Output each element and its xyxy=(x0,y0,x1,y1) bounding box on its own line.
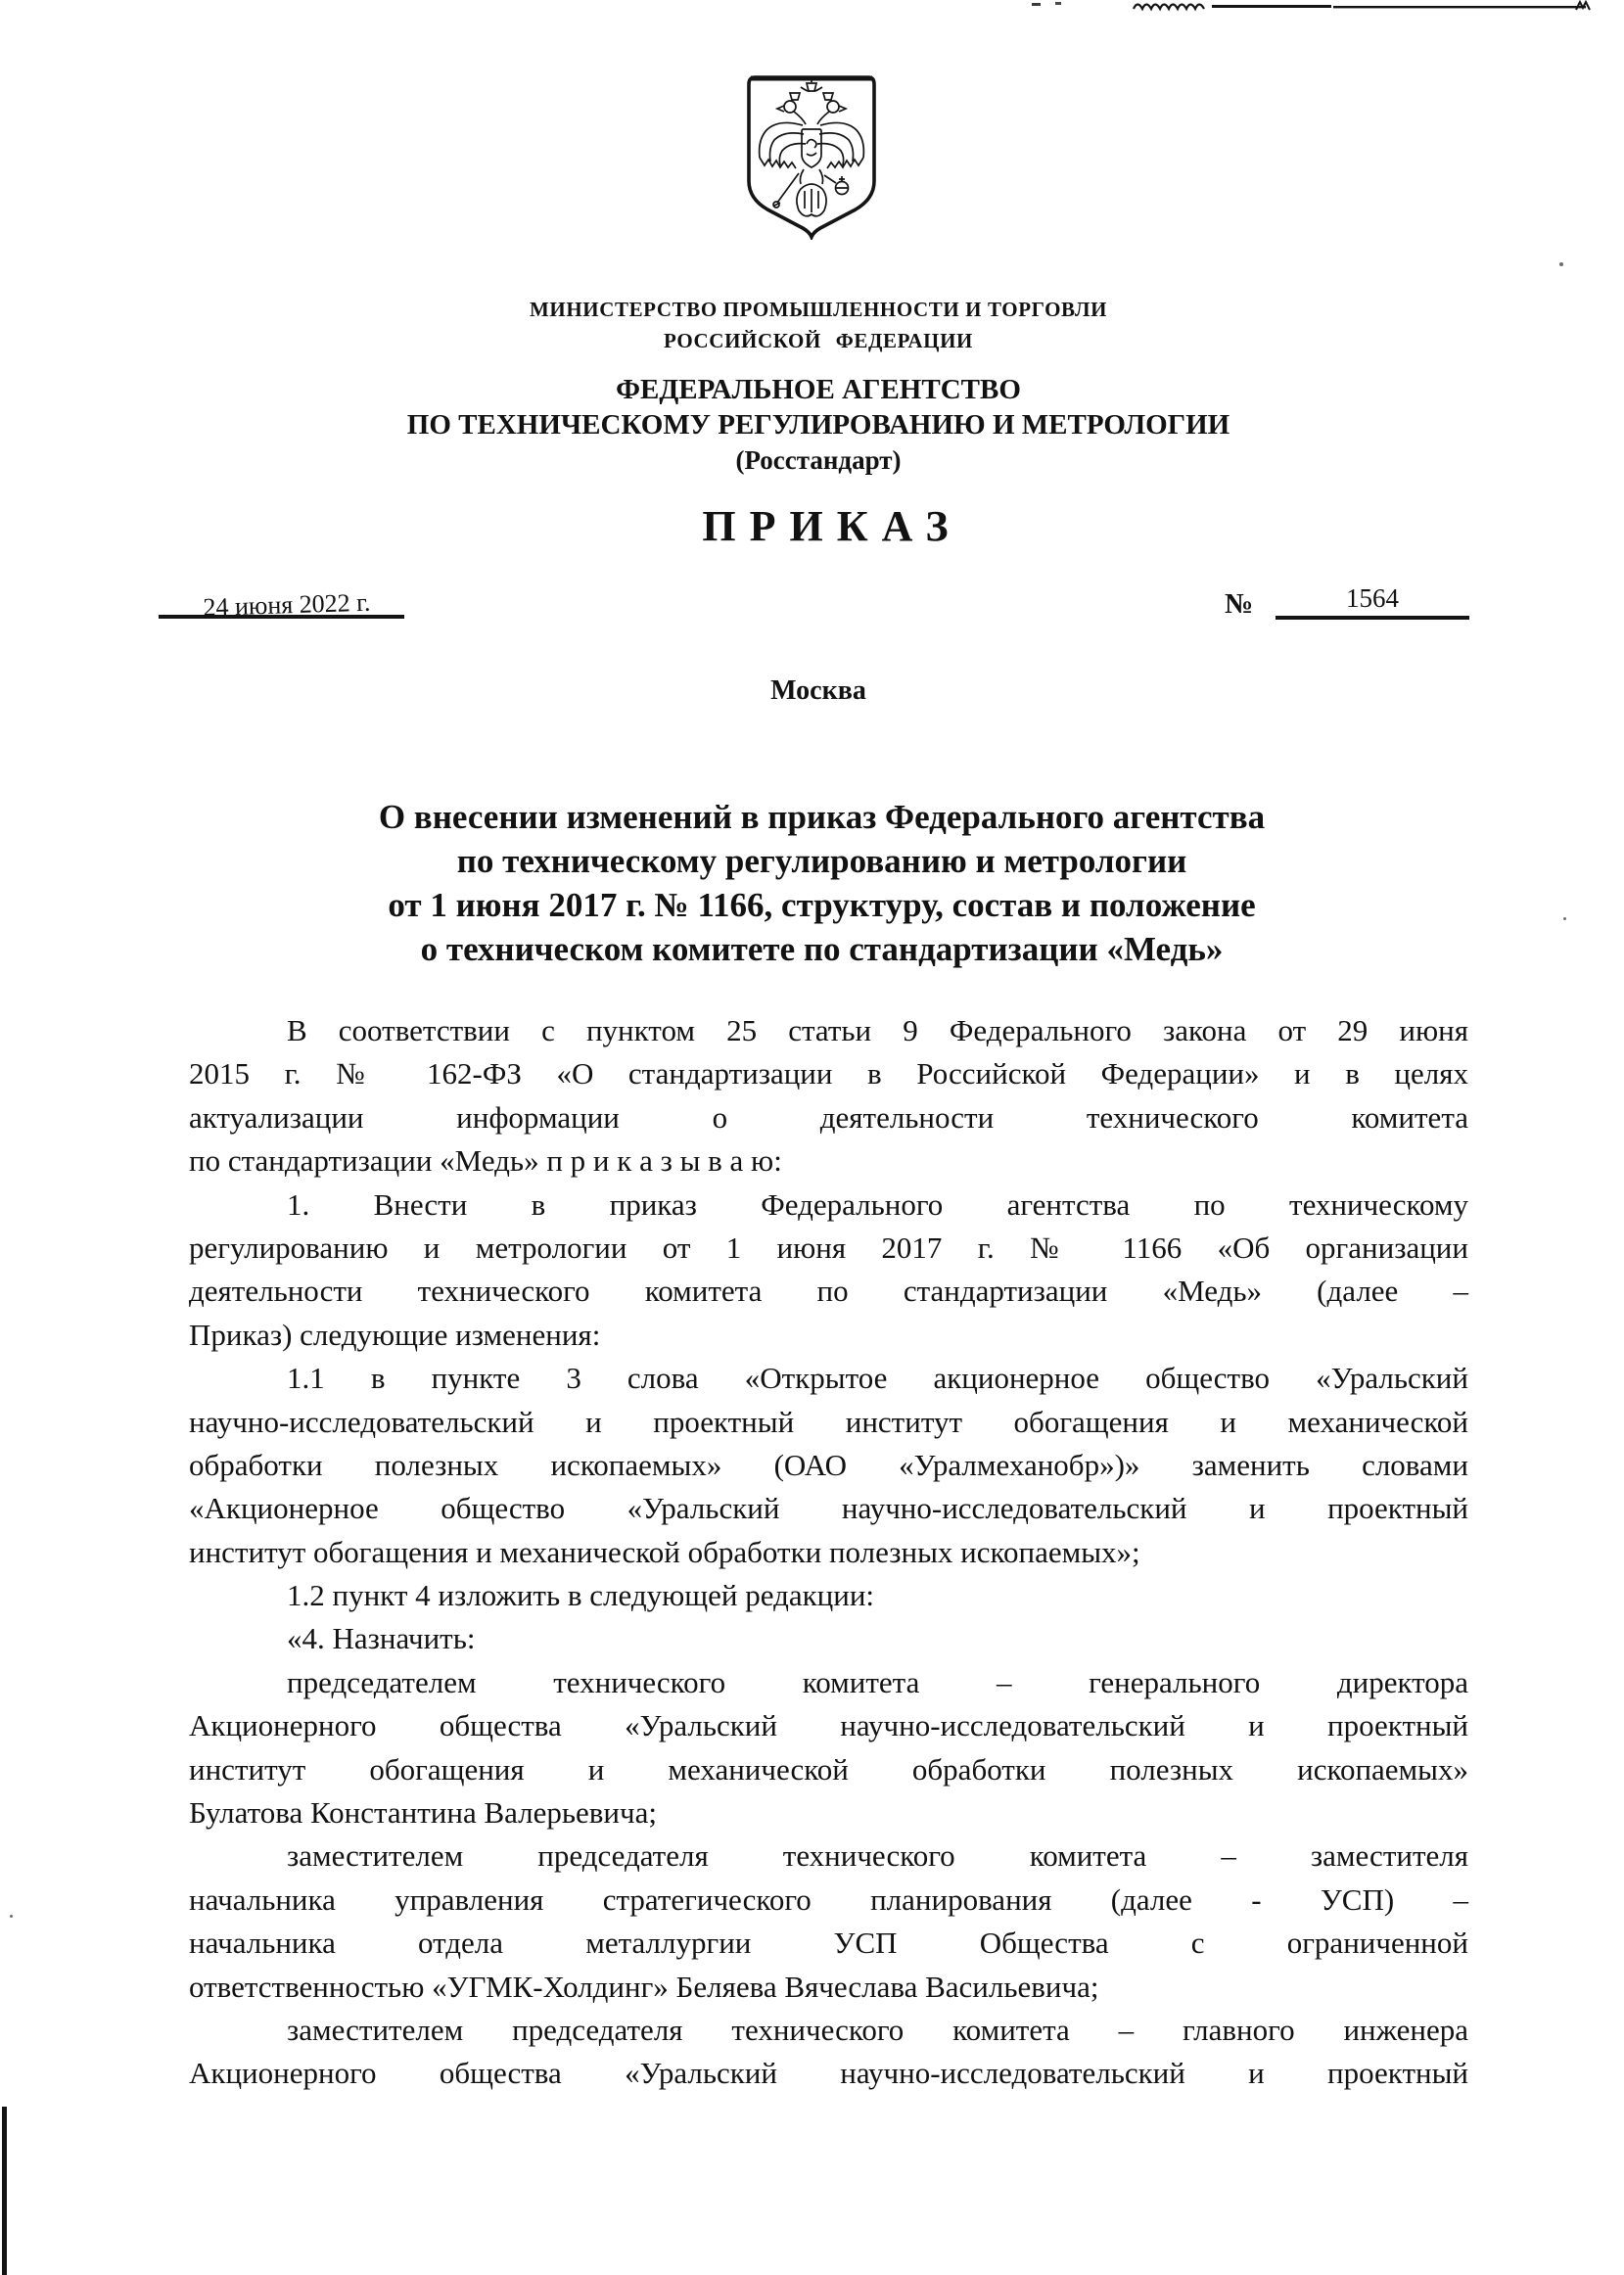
body-line: обработки полезных ископаемых» (ОАО «Уралмеханобр»)» заменить словами xyxy=(189,1447,1468,1482)
body-line: председателем технического комитета – генерального директора xyxy=(287,1664,1468,1699)
order-title xyxy=(172,795,1471,971)
title-line: О внесении изменений в приказ Федерального агентства xyxy=(378,798,1266,836)
body-line: начальника отдела металлургии УСП Общества с ограниченной xyxy=(189,1926,1468,1961)
scan-noise-top xyxy=(1018,0,1605,16)
body-line: начальника управления стратегического планирования (далее - УСП) – xyxy=(189,1881,1468,1917)
body-line: Акционерного общества «Уральский научно-исследовательский и проектный xyxy=(189,2056,1468,2091)
body-line: 1. Внести в приказ Федерального агентства по техническому xyxy=(287,1186,1468,1222)
body-line: «Акционерное общество «Уральский научно-исследовательский и проектный xyxy=(189,1491,1468,1526)
body-line: 1.1 в пункте 3 слова «Открытое акционерное общество «Уральский xyxy=(287,1361,1468,1396)
body-line: институт обогащения и механической обработки полезных ископаемых»; xyxy=(189,1534,1140,1569)
body-line: институт обогащения и механической обработки полезных ископаемых» xyxy=(189,1751,1468,1787)
russia-coat-of-arms-icon xyxy=(742,73,881,240)
order-date: 24 июня 2022 г. xyxy=(203,587,371,623)
ministry-header xyxy=(16,294,1621,356)
document-type-heading: ПРИКАЗ xyxy=(702,502,962,550)
body-line: по стандартизации «Медь» п р и к а з ы в а ю: xyxy=(189,1143,782,1179)
city-label: Москва xyxy=(770,675,866,706)
number-underline xyxy=(1276,616,1469,620)
ministry-line2: РОССИЙСКОЙ ФЕДЕРАЦИИ xyxy=(664,329,973,352)
agency-header xyxy=(16,372,1621,478)
body-line: заместителем председателя технического комитета – главного инженера xyxy=(287,2012,1468,2047)
agency-short-name: (Росстандарт) xyxy=(735,445,902,475)
ministry-line1: МИНИСТЕРСТВО ПРОМЫШЛЕННОСТИ И ТОРГОВЛИ xyxy=(529,298,1108,321)
title-line: о техническом комитете по стандартизации «Медь» xyxy=(420,930,1224,968)
scan-speck xyxy=(1559,262,1563,266)
body-line: заместителем председателя технического комитета – заместителя xyxy=(287,1838,1468,1874)
scan-speck xyxy=(10,1915,13,1918)
scan-speck xyxy=(1563,917,1566,920)
body-line: 2015 г. № 162-ФЗ «О стандартизации в Российской Федерации» и в целях xyxy=(189,1056,1468,1091)
scan-bar-left xyxy=(2,2107,7,2275)
body-line: «4. Назначить: xyxy=(287,1621,476,1656)
body-line: Булатова Константина Валерьевича; xyxy=(189,1795,657,1831)
body-line: 1.2 пункт 4 изложить в следующей редакции: xyxy=(287,1578,875,1613)
agency-line2: ПО ТЕХНИЧЕСКОМУ РЕГУЛИРОВАНИЮ И МЕТРОЛОГИИ xyxy=(406,409,1230,441)
body-line: ответственностью «УГМК-Холдинг» Беляева Вячеслава Васильевича; xyxy=(189,1969,1099,2004)
body xyxy=(189,1009,1468,2096)
body-line: Приказ) следующие изменения: xyxy=(189,1317,601,1352)
agency-line1: ФЕДЕРАЛЬНОЕ АГЕНТСТВО xyxy=(616,374,1021,405)
body-line: В соответствии с пунктом 25 статьи 9 Федерального закона от 29 июня xyxy=(287,1013,1468,1047)
body-line: деятельности технического комитета по стандартизации «Медь» (далее – xyxy=(189,1274,1468,1309)
order-number: 1564 xyxy=(1346,583,1399,613)
number-sign: № xyxy=(1225,588,1254,620)
body-line: актуализации информации о деятельности технического комитета xyxy=(189,1099,1468,1135)
title-line: от 1 июня 2017 г. № 1166, структуру, состав и положение xyxy=(388,886,1256,924)
title-line: по техническому регулированию и метрологии xyxy=(456,842,1187,880)
body-line: научно-исследовательский и проектный институт обогащения и механической xyxy=(189,1404,1468,1439)
body-line: Акционерного общества «Уральский научно-исследовательский и проектный xyxy=(189,1708,1468,1743)
body-line: регулированию и метрологии от 1 июня 2017 г. № 1166 «Об организации xyxy=(189,1230,1468,1265)
